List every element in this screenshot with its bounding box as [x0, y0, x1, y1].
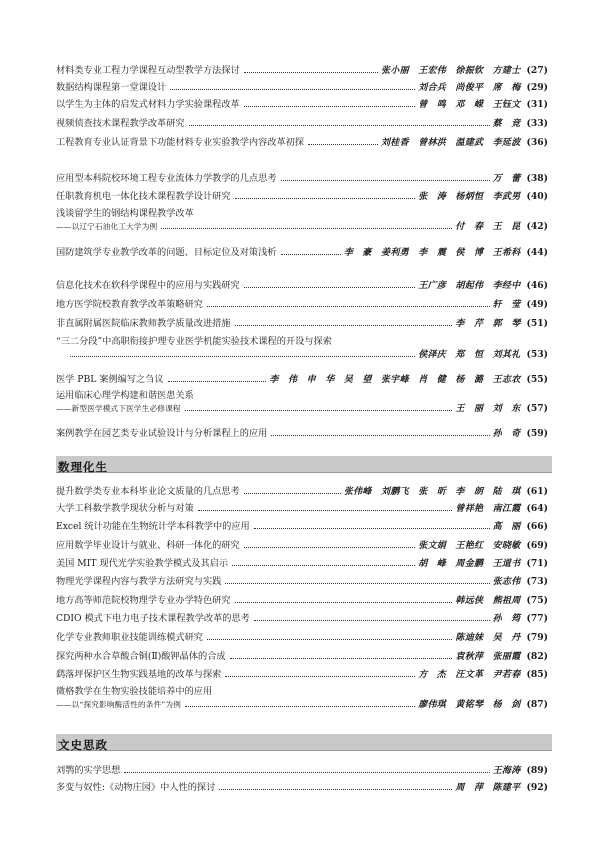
- toc-entry-authors: 付 春 王 昆: [455, 222, 521, 232]
- toc-entry-page: (55): [526, 374, 548, 385]
- toc-title-row: [56, 650, 548, 662]
- toc-entry[interactable]: [56, 298, 548, 310]
- toc-entry[interactable]: [56, 373, 548, 385]
- toc-title-row: [56, 502, 548, 514]
- dot-leader: [281, 246, 341, 255]
- toc-entry[interactable]: [56, 172, 548, 184]
- dot-leader: [244, 485, 341, 494]
- toc-entry-page: (33): [526, 118, 548, 129]
- toc-detail-row: [56, 698, 548, 710]
- dot-leader: [244, 98, 415, 107]
- toc-entry-title: 案例教学在园艺类专业试验设计与分析课程上的应用: [56, 428, 268, 439]
- dot-leader: [230, 650, 453, 659]
- toc-title-row: [56, 64, 548, 76]
- toc-entry-page: (40): [526, 191, 548, 202]
- toc-entry[interactable]: [56, 502, 548, 514]
- toc-entry-authors: 李 伟 申 华 吴 望 张宇峰 肖 健 杨 潞 王志农: [269, 375, 521, 385]
- toc-title-row: [56, 98, 548, 110]
- toc-entry-authors: 孙 奇: [492, 429, 521, 439]
- dot-leader: [225, 575, 489, 584]
- toc-entry-title: 工程教育专业认证背景下功能材料专业实验教学内容改革初探: [56, 137, 305, 148]
- toc-entry[interactable]: [56, 575, 548, 587]
- toc-entry-authors: 王广彦 胡起伟 李经中: [418, 281, 521, 291]
- dot-leader: [308, 136, 378, 145]
- toc-entry-page: (77): [526, 613, 548, 624]
- toc-entry-page: (38): [526, 173, 548, 184]
- toc-entry-authors: 王海涛: [492, 766, 521, 776]
- toc-title-row: [56, 631, 548, 643]
- toc-title-row: [56, 764, 548, 776]
- dot-leader: [70, 348, 415, 357]
- dot-leader: [244, 539, 415, 548]
- toc-entry[interactable]: [56, 781, 548, 793]
- toc-entry-title: 鹞落坪保护区生物实践基地的改革与探索: [56, 669, 222, 680]
- toc-entry-subtitle: ——以“探究影响酶活性的条件”为例: [56, 700, 182, 709]
- dot-leader: [189, 117, 490, 126]
- toc-title-row: [56, 117, 548, 129]
- toc-title-row: [56, 208, 548, 220]
- toc-entry-authors: 胡 峰 周金鹏 王道书: [418, 559, 521, 569]
- toc-entry-page: (85): [526, 669, 548, 680]
- toc-entry[interactable]: [56, 539, 548, 551]
- dot-leader: [207, 298, 490, 307]
- toc-entry-page: (92): [526, 782, 548, 793]
- toc-entry-page: (44): [526, 247, 548, 258]
- toc-entry-title: 任职教育机电一体化技术课程教学设计研究: [56, 191, 231, 202]
- toc-entry-title: 大学工科数学教学现状分析与对策: [56, 503, 194, 514]
- toc-entry[interactable]: [56, 246, 548, 258]
- dot-leader: [281, 172, 490, 181]
- dot-leader: [232, 557, 415, 566]
- toc-title-row: [56, 539, 548, 551]
- toc-entry-authors: 周 萍 陈建平: [455, 783, 521, 793]
- toc-entry-title: 美国 MIT 现代光学实验教学模式及其启示: [56, 558, 229, 569]
- toc-entry-title: 提升数学类专业本科毕业论文质量的几点思考: [56, 486, 240, 497]
- toc-entry-title: 以学生为主体的启发式材料力学实验课程改革: [56, 99, 240, 110]
- dot-leader: [124, 764, 489, 773]
- toc-entry-title: 多变与奴性:《动物庄园》中人性的探讨: [56, 782, 216, 793]
- section-title: 数理化生: [58, 460, 108, 474]
- toc-entry[interactable]: [56, 336, 548, 360]
- toc-entry-title: 国防建筑学专业教学改革的问题、目标定位及对策浅析: [56, 247, 277, 258]
- toc-title-row: [56, 612, 548, 624]
- toc-entry-title: “三二分段”中高职衔接护理专业医学机能实验技术课程的开设与探索: [56, 336, 332, 347]
- toc-entry-authors: 袁秋萍 张丽霞: [455, 652, 521, 662]
- toc-title-row: [56, 485, 548, 497]
- toc-entry-page: (59): [526, 428, 548, 439]
- toc-entry-title: 浅谈留学生的钢结构课程教学改革: [56, 208, 194, 219]
- toc-title-row: [56, 594, 548, 606]
- toc-entry-page: (89): [526, 765, 548, 776]
- toc-title-row: [56, 520, 548, 532]
- toc-entry-authors: 轩 莹: [492, 300, 521, 310]
- dot-leader: [235, 317, 453, 326]
- toc-entry[interactable]: [56, 612, 548, 624]
- toc-entry-authors: 高 丽: [492, 522, 521, 532]
- toc-entry-subtitle: ——新型医学模式下医学生必修课程: [56, 404, 181, 413]
- toc-entry-authors: 曾 鸣 邓 嵘 王钰文: [418, 100, 521, 110]
- toc-title-row: [56, 298, 548, 310]
- toc-entry-title: 地方医学院校教育教学改革策略研究: [56, 299, 203, 310]
- toc-entry-authors: 陈迪妹 吴 丹: [455, 633, 521, 643]
- dot-leader: [254, 612, 490, 621]
- dot-leader: [207, 631, 452, 640]
- dot-leader: [185, 698, 415, 707]
- toc-entry-title: 非直属附属医院临床教师教学质量改进措施: [56, 318, 231, 329]
- toc-entry[interactable]: [56, 650, 548, 662]
- toc-entry-authors: 万 蕾: [492, 174, 521, 184]
- toc-title-row: [56, 246, 548, 258]
- toc-entry-page: (51): [526, 318, 548, 329]
- toc-entry-title: 视频侦查技术课程教学改革研究: [56, 118, 185, 129]
- toc-entry[interactable]: [56, 668, 548, 680]
- toc-entry-title: 材料类专业工程力学课程互动型教学方法探讨: [56, 65, 240, 76]
- toc-entry[interactable]: [56, 594, 548, 606]
- toc-entry-page: (29): [526, 82, 548, 93]
- toc-entry-authors: 刘桂香 曾林洪 温建武 李延波: [381, 138, 521, 148]
- toc-entry-title: CDIO 模式下电力电子技术课程教学改革的思考: [56, 613, 250, 624]
- dot-leader: [235, 190, 416, 199]
- toc-title-row: [56, 317, 548, 329]
- toc-entry-title: 医学 PBL 案例编写之刍议: [56, 374, 164, 385]
- toc-entry-page: (71): [526, 558, 548, 569]
- toc-entry-authors: 刘合兵 尚俊平 席 梅: [418, 83, 521, 93]
- toc-entry-page: (53): [526, 349, 548, 360]
- dot-leader: [198, 502, 453, 511]
- toc-entry-page: (87): [526, 699, 548, 710]
- toc-entry[interactable]: [56, 520, 548, 532]
- toc-entry[interactable]: [56, 686, 548, 710]
- toc-entry-page: (66): [526, 521, 548, 532]
- toc-entry[interactable]: [56, 390, 548, 414]
- toc-entry[interactable]: [56, 317, 548, 329]
- toc-entry[interactable]: [56, 64, 548, 76]
- toc-entry-authors: 孙 筠: [492, 614, 521, 624]
- toc-entry-page: (64): [526, 503, 548, 514]
- toc-entry-title: Excel 统计功能在生物统计学本科教学中的应用: [56, 521, 250, 532]
- toc-title-row: [56, 557, 548, 569]
- dot-leader: [219, 781, 452, 790]
- toc-entry-page: (42): [526, 221, 548, 232]
- toc-entry-page: (69): [526, 540, 548, 551]
- dot-leader: [244, 279, 415, 288]
- toc-entry-authors: 李 芹 郭 琴: [455, 319, 521, 329]
- toc-entry-page: (73): [526, 576, 548, 587]
- dot-leader: [170, 81, 415, 90]
- toc-entry-authors: 曾祥艳 南江霞: [455, 504, 521, 514]
- toc-entry-title: 地方高等师范院校物理学专业办学特色研究: [56, 595, 231, 606]
- toc-entry[interactable]: [56, 557, 548, 569]
- toc-title-row: [56, 686, 548, 698]
- toc-entry-subtitle: ——以辽宁石油化工大学为例: [56, 222, 158, 231]
- toc-title-row: [56, 427, 548, 439]
- toc-title-row: [56, 279, 548, 291]
- dot-leader: [244, 64, 378, 73]
- toc-entry-title: 运用临床心理学构建和谐医患关系: [56, 390, 194, 401]
- toc-entry[interactable]: [56, 764, 548, 776]
- toc-entry[interactable]: [56, 427, 548, 439]
- toc-entry[interactable]: [56, 136, 548, 148]
- toc-entry[interactable]: [56, 117, 548, 129]
- dot-leader: [185, 402, 453, 411]
- toc-entry-title: 微格教学在生物实验技能培养中的应用: [56, 686, 213, 697]
- toc-entry[interactable]: [56, 631, 548, 643]
- toc-title-row: [56, 575, 548, 587]
- toc-entry-authors: 侯泽庆 郑 恒 刘其礼: [418, 350, 521, 360]
- toc-title-row: [56, 781, 548, 793]
- dot-leader: [254, 520, 490, 529]
- toc-entry-page: (75): [526, 595, 548, 606]
- toc-entry-page: (31): [526, 99, 548, 110]
- toc-entry-title: 数据结构课程第一堂课设计: [56, 82, 167, 93]
- dot-leader: [235, 594, 453, 603]
- dot-leader: [161, 220, 452, 229]
- section-header: [56, 734, 552, 751]
- dot-leader: [225, 668, 415, 677]
- dot-leader: [271, 427, 489, 436]
- toc-entry-title: 信息化技术在软科学课程中的应用与实践研究: [56, 280, 240, 291]
- toc-entry-authors: 张伟峰 刘鹏飞 张 昕 李 朗 陆 琪: [343, 487, 521, 497]
- toc-entry-page: (49): [526, 299, 548, 310]
- toc-entry[interactable]: [56, 190, 548, 202]
- toc-entry-authors: 廖伟琪 黄铭琴 杨 剑: [418, 700, 521, 710]
- toc-entry-title: 应用数学毕业设计与就业、科研一体化的研究: [56, 540, 240, 551]
- toc-title-row: [56, 390, 548, 402]
- toc-entry[interactable]: [56, 81, 548, 93]
- section-header: [56, 456, 552, 473]
- toc-title-row: [56, 190, 548, 202]
- toc-entry-title: 物理光学课程内容与教学方法研究与实践: [56, 576, 222, 587]
- toc-entry-authors: 李 豪 姜利勇 李 震 侯 博 王希科: [343, 248, 521, 258]
- toc-title-row: [56, 136, 548, 148]
- toc-title-row: [56, 373, 548, 385]
- toc-entry-page: (46): [526, 280, 548, 291]
- toc-title-row: [56, 668, 548, 680]
- toc-detail-row: [56, 348, 548, 360]
- toc-title-row: [56, 336, 548, 348]
- toc-entry[interactable]: [56, 98, 548, 110]
- toc-entry-title: 探究两种水合草酸合铜(Ⅱ)酸钾晶体的合成: [56, 651, 226, 662]
- toc-entry-title: 刘鹗的实学思想: [56, 765, 121, 776]
- toc-title-row: [56, 172, 548, 184]
- toc-entry-page: (36): [526, 137, 548, 148]
- toc-entry-authors: 张文娟 王艳红 安晓敏: [418, 541, 521, 551]
- toc-entry-authors: 蔡 竞: [492, 119, 521, 129]
- dot-leader: [168, 373, 267, 382]
- toc-entry-page: (79): [526, 632, 548, 643]
- toc-entry-authors: 王 丽 刘 东: [455, 404, 521, 414]
- toc-entry-authors: 张志伟: [492, 577, 521, 587]
- toc-entry-page: (61): [526, 486, 548, 497]
- toc-entry-page: (57): [526, 403, 548, 414]
- toc-title-row: [56, 81, 548, 93]
- toc-entry-authors: 张小丽 王宏伟 徐振钦 方建士: [381, 66, 521, 76]
- toc-entry-authors: 韩远侠 熊祖周: [455, 596, 521, 606]
- toc-entry-title: 应用型本科院校环境工程专业流体力学教学的几点思考: [56, 173, 277, 184]
- toc-entry-authors: 张 涛 杨炳恒 李武男: [418, 192, 521, 202]
- toc-entry[interactable]: [56, 485, 548, 497]
- toc-detail-row: [56, 220, 548, 232]
- section-title: 文史思政: [58, 738, 108, 752]
- toc-detail-row: [56, 402, 548, 414]
- toc-entry-page: (82): [526, 651, 548, 662]
- toc-entry-authors: 方 杰 汪文革 尹若春: [418, 670, 521, 680]
- toc-entry-title: 化学专业教师职业技能训练模式研究: [56, 632, 203, 643]
- toc-entry[interactable]: [56, 208, 548, 232]
- toc-entry-page: (27): [526, 65, 548, 76]
- toc-entry[interactable]: [56, 279, 548, 291]
